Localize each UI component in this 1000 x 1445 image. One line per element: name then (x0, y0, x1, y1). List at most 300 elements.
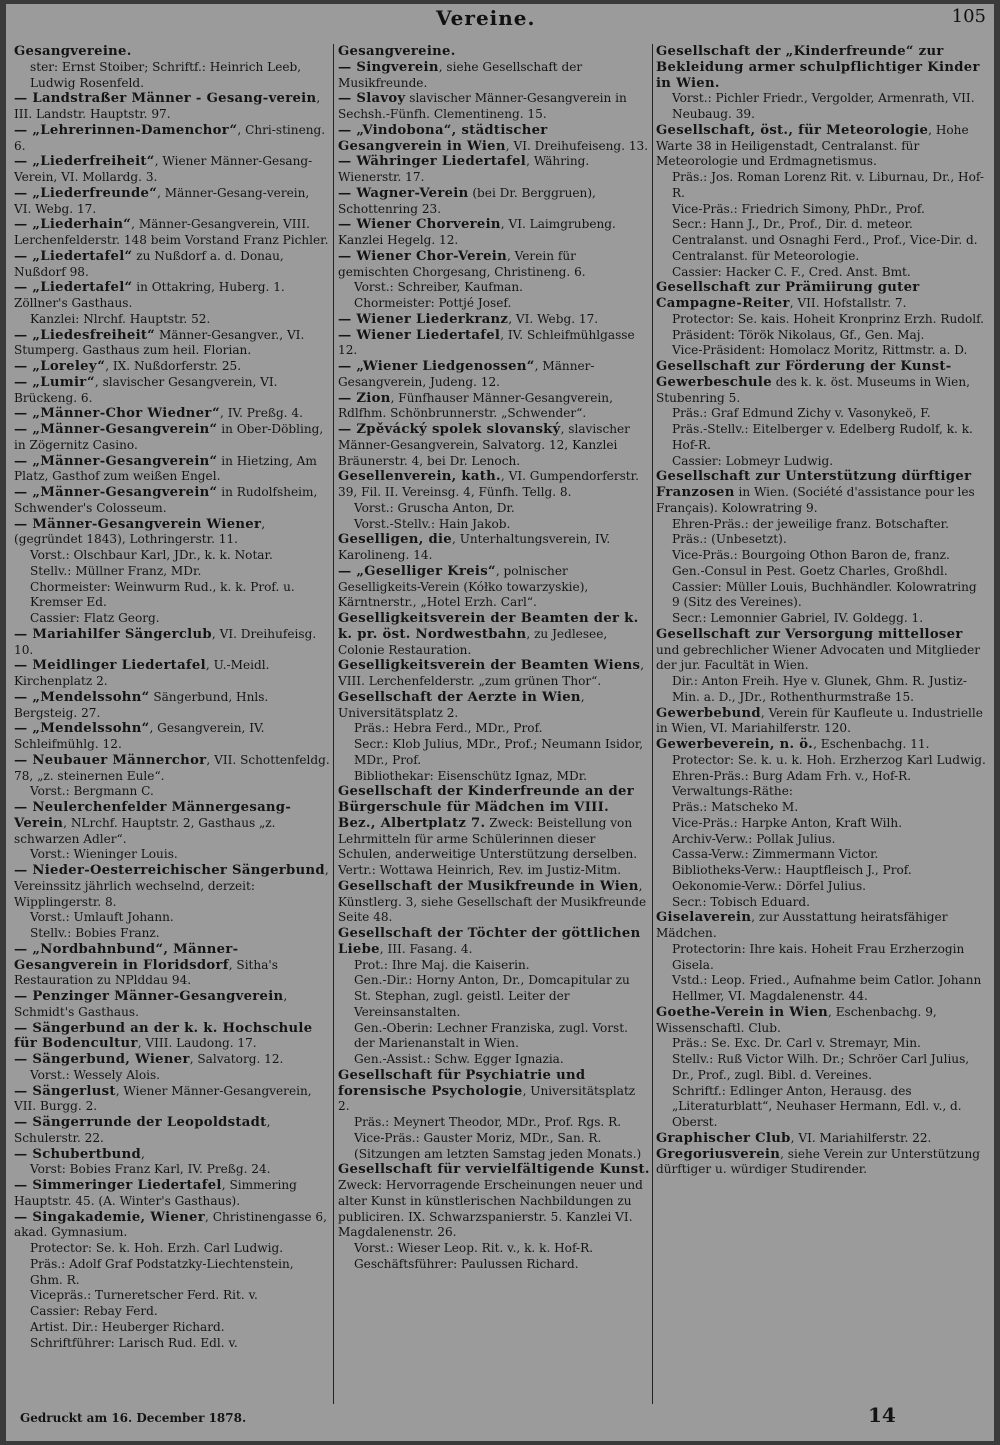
print-date-note: Gedruckt am 16. December 1878. (20, 1411, 247, 1425)
entry-text: Vorst.: Umlauft Johann. (30, 910, 174, 925)
directory-entry (14, 627, 330, 659)
entry-text: , slavischer Männer-Gesangverein, Salvatorg. 12, Kanzlei Bräunerstr. 4, bei Dr. Lenoch. (338, 422, 630, 468)
entry-title: Gewerbeverein, n. ö. (656, 737, 814, 752)
entry-text: Vicepräs.: Turneretscher Ferd. Rit. v. (30, 1288, 258, 1303)
entry-title: — „Wiener Liedgenossen“ (338, 359, 535, 374)
directory-entry (14, 1084, 330, 1116)
entry-text: , U.-Meidl. Kirchenplatz 2. (14, 658, 270, 688)
entry-text: , polnischer Geselligkeits-Verein (Kółko towarzyskie), Kärntnerstr., „Hotel Erzh. Carl“. (338, 563, 589, 610)
entry-title: — „Mendelssohn“ (14, 689, 150, 705)
directory-entry (338, 564, 650, 611)
directory-entry (14, 611, 330, 627)
entry-text: Vice-Präs.: Bourgoing Othon Baron de, franz. Gen.-Consul in Pest. Goetz Charles, Großhdl. (672, 548, 950, 578)
directory-entry (14, 1241, 330, 1257)
entry-title: — Nieder-Oesterreichischer Sängerbund (14, 863, 325, 878)
directory-entry (656, 343, 986, 359)
entry-title: — „Liederfreiheit“ (14, 154, 155, 170)
entry-text: Oekonomie-Verw.: Dörfel Julius. (672, 878, 867, 893)
entry-text: , Simmering Hauptstr. 45. (A. Winter's Gasthaus). (14, 1178, 297, 1208)
directory-entry (656, 769, 986, 785)
entry-title: Geselligkeitsverein der Beamten Wiens (338, 658, 641, 674)
entry-text: , slavischer Gesangverein, VI. Brückeng. 6. (14, 374, 278, 405)
entry-title: — „Lumir“ (14, 374, 95, 390)
directory-entry (656, 202, 986, 218)
entry-title: Gesellschaft der Kinderfreunde an der Bürgerschule für Mädchen im VIII. Bez., Albertplatz 7. (338, 784, 634, 831)
directory-entry (656, 611, 986, 627)
entry-text: , Gesangverein, IV. Schleifmühlg. 12. (14, 721, 265, 751)
entry-text: , Hohe Warte 38 in Heiligenstadt, Centralanst. für Meteorologie und Erdmagnetismus. (656, 122, 969, 169)
directory-entry (338, 1021, 650, 1053)
directory-entry (656, 217, 986, 264)
directory-entry (656, 832, 986, 848)
entry-text: , Eschenbachg. 9, Wissenschaftl. Club. (656, 1004, 937, 1035)
entry-title: — Sängerbund, Wiener (14, 1052, 190, 1067)
entry-text: , VI. Mariahilferstr. 22. (790, 1130, 932, 1145)
directory-entry (14, 1115, 330, 1147)
entry-text: Secr.: Klob Julius, MDr., Prof.; Neumann Isidor, MDr., Prof. (354, 737, 644, 767)
entry-text: Vorst.: Pichler Friedr., Vergolder, Armenrath, VII. Neubaug. 39. (672, 91, 975, 121)
entry-title: Gesellschaft zur Prämiirung guter Campagne-Reiter (656, 280, 920, 311)
directory-entry (656, 737, 986, 753)
directory-entry (338, 658, 650, 690)
entry-title: Gesangvereine. (14, 44, 132, 59)
entry-text: , Unterhaltungsverein, IV. Karolineng. 14. (338, 532, 611, 562)
directory-entry (338, 532, 650, 564)
entry-text: , Universitätsplatz 2. (338, 689, 585, 720)
directory-entry (656, 784, 986, 800)
directory-entry (14, 454, 330, 486)
entry-title: — „Nordbahnbund“, Männer-Gesangverein in Floridsdorf (14, 941, 239, 973)
directory-entry (338, 1147, 650, 1163)
directory-entry (14, 217, 330, 249)
directory-entry (14, 249, 330, 281)
entry-text: Präs.: Adolf Graf Podstatzky-Liechtenstein, Ghm. R. (30, 1256, 294, 1287)
entry-text: Vorst.: Bergmann C. (30, 784, 154, 799)
entry-text: , III. Landstr. Hauptstr. 97. (14, 91, 321, 121)
entry-title: — „Lehrerinnen-Damenchor“ (14, 122, 238, 138)
entry-text: , Eschenbachg. 11. (813, 737, 930, 751)
directory-entry (656, 548, 986, 580)
running-head: Vereine. (436, 6, 536, 30)
entry-title: Gesellschaft zur Förderung der Kunst-Gewerbeschule (656, 359, 952, 390)
directory-entry (656, 706, 986, 738)
entry-text: Cassier: Flatz Georg. (30, 611, 160, 625)
entry-title: Graphischer Club (656, 1130, 791, 1146)
entry-text: , VI. Dreihufeiseng. 13. (505, 138, 649, 153)
entry-title: Gregoriusverein (656, 1146, 781, 1162)
directory-entry (14, 328, 330, 360)
directory-entry (338, 123, 650, 155)
directory-entry (14, 1288, 330, 1304)
entry-title: Gesellschaft, öst., für Meteorologie (656, 122, 929, 138)
entry-text: Präs.: Matscheko M. (672, 800, 799, 814)
entry-text: Vorst.: Gruscha Anton, Dr. (354, 500, 515, 515)
entry-text: , Künstlerg. 3, siehe Gesellschaft der Musikfreunde Seite 48. (338, 878, 647, 925)
entry-text: (bei Dr. Berggruen), Schottenring 23. (338, 185, 596, 216)
entry-text: , NLrchf. Hauptstr. 2, Gasthaus „z. schwarzen Adler“. (14, 815, 276, 846)
entry-text: Ehren-Präs.: der jeweilige franz. Botschafter. (672, 516, 949, 531)
entry-text: in Ober-Döbling, in Zögernitz Casino. (14, 422, 324, 452)
entry-text: slavischer Männer-Gesangverein in Sechsh.-Fünfh. Clementineng. 15. (338, 91, 627, 121)
entry-text: , Verein für gemischten Chorgesang, Christineng. 6. (338, 248, 586, 279)
entry-text: , Chri-stineng. 6. (14, 122, 326, 153)
directory-entry (338, 280, 650, 296)
entry-text: Präsident: Török Nikolaus, Gf., Gen. Maj. (672, 327, 925, 342)
directory-entry (656, 863, 986, 879)
entry-title: — Währinger Liedertafel (338, 154, 527, 170)
directory-entry (14, 564, 330, 580)
directory-entry (14, 1336, 330, 1352)
directory-entry (14, 359, 330, 375)
directory-entry (338, 1241, 650, 1257)
entry-title: — Sängerrunde der Leopoldstadt (14, 1115, 267, 1130)
entry-text: , Universitätsplatz 2. (338, 1083, 636, 1114)
directory-entry (14, 312, 330, 328)
entry-title: — Mariahilfer Sängerclub (14, 626, 212, 642)
entry-title: — Meidlinger Liedertafel (14, 658, 206, 674)
entry-title: — Neulerchenfelder Männergesang-Verein (14, 800, 292, 831)
directory-entry (338, 737, 650, 769)
directory-entry (14, 910, 330, 926)
directory-entry (14, 406, 330, 422)
directory-entry (14, 1068, 330, 1084)
entry-text: , VI. Webg. 17. (508, 311, 599, 326)
entry-text: Chormeister: Pottjé Josef. (354, 296, 512, 310)
entry-title: Gesellschaft zur Versorgung mittelloser (656, 626, 963, 642)
directory-entry (338, 517, 650, 533)
entry-title: — „Mendelssohn“ (14, 721, 150, 737)
entry-title: — „Loreley“ (14, 359, 106, 374)
entry-title: — „Liederhain“ (14, 217, 132, 233)
directory-entry (14, 123, 330, 155)
directory-entry (14, 847, 330, 863)
entry-title: — Singakademie, Wiener (14, 1209, 205, 1225)
entry-title: — Wiener Liederkranz (338, 311, 509, 327)
directory-entry (656, 800, 986, 816)
entry-text: Vorst.: Wieninger Louis. (30, 847, 178, 862)
entry-title: — Slavoy (338, 91, 406, 107)
entry-text: Vorst.-Stellv.: Hain Jakob. (354, 516, 511, 531)
entry-text: Präs.: Hebra Ferd., MDr., Prof. (354, 721, 543, 736)
entry-text: in Ottakring, Huberg. 1. Zöllner's Gasthaus. (14, 280, 285, 310)
directory-entry (656, 910, 986, 942)
entry-text: Vice-Präsident: Homolacz Moritz, Rittmstr. a. D. (672, 343, 968, 358)
entry-text: , Schmidt's Gasthaus. (14, 989, 288, 1019)
directory-entry (656, 406, 986, 422)
directory-entry (338, 422, 650, 469)
entry-text: und gebrechlicher Wiener Advocaten und Mitglieder der jur. Facultät in Wien. (656, 642, 981, 673)
entry-title: — Zion (338, 390, 391, 406)
entry-text: Präs.-Stellv.: Eitelberger v. Edelberg Rudolf, k. k. Hof-R. (672, 422, 973, 452)
column-1 (14, 44, 330, 1409)
directory-entry (14, 580, 330, 612)
directory-entry (338, 1131, 650, 1147)
directory-entry (656, 280, 986, 312)
entry-text: , VIII. Laudong. 17. (137, 1036, 257, 1051)
page (6, 4, 994, 1441)
entry-title: Gesellschaft der Töchter der göttlichen Liebe (338, 926, 641, 957)
entry-text: Vorst.: Wessely Alois. (30, 1067, 161, 1082)
directory-entry (656, 1084, 986, 1131)
directory-entry (338, 973, 650, 1020)
directory-entry (14, 1162, 330, 1178)
directory-entry (14, 1021, 330, 1053)
entry-title: — „Männer-Gesangverein“ (14, 453, 218, 469)
entry-title: Giselaverein (656, 910, 752, 926)
directory-entry (656, 1036, 986, 1052)
entry-text: , Christinengasse 6, akad. Gymnasium. (14, 1209, 327, 1240)
entry-title: — „Vindobona“, städtischer Gesangverein in Wien (338, 122, 548, 154)
entry-text: (Sitzungen am letzten Samstag jeden Monats.) (354, 1146, 642, 1161)
directory-entry (14, 485, 330, 517)
entry-text: , Währing. Wienerstr. 17. (338, 154, 590, 184)
directory-entry (338, 690, 650, 722)
directory-entry (656, 753, 986, 769)
directory-entry (338, 611, 650, 658)
directory-entry (338, 926, 650, 958)
entry-text: Vorst.: Schreiber, Kaufman. (354, 280, 524, 295)
directory-entry (338, 217, 650, 249)
directory-entry (338, 469, 650, 501)
entry-text: Dir.: Anton Freih. Hye v. Glunek, Ghm. R. Justiz-Min. a. D., JDr., Rothenthurmstraße 15. (672, 674, 967, 704)
directory-entry (14, 926, 330, 942)
directory-entry (338, 44, 650, 60)
entry-title: — Männer-Gesangverein Wiener (14, 516, 262, 532)
entry-text: Cassier: Lobmeyr Ludwig. (672, 453, 834, 468)
entry-text: in Hietzing, Am Platz, Gasthof zum weißen Engel. (14, 453, 317, 484)
entry-title: Gesellschaft für Psychiatrie und forensische Psychologie (338, 1067, 586, 1099)
directory-entry (338, 154, 650, 186)
entry-text: Vice-Präs.: Friedrich Simony, PhDr., Prof. (672, 201, 925, 216)
directory-entry (14, 44, 330, 60)
directory-entry (338, 958, 650, 974)
entry-title: Gesellschaft zur Unterstützung dürftiger Franzosen (656, 469, 972, 500)
entry-text: Vorst.: Wieser Leop. Rit. v., k. k. Hof-R. (354, 1241, 594, 1255)
column-3 (656, 44, 986, 1409)
entry-title: Geselligkeitsverein der Beamten der k. k. pr. öst. Nordwestbahn (338, 611, 639, 642)
entry-text: Zweck: Hervorragende Erscheinungen neuer und alter Kunst in künstlerischen Nachbildungen zu publiciren. IX. Schwarzspanierstr. 5. Kanzlei VI. Magdalenenstr. 26. (338, 1178, 643, 1240)
directory-entry (656, 627, 986, 674)
entry-title: Gesellschaft der Musikfreunde in Wien (338, 878, 639, 894)
entry-text: , siehe Gesellschaft der Musikfreunde. (338, 59, 583, 90)
entry-title: — Landstraßer Männer - Gesang-verein (14, 91, 317, 107)
directory-entry (338, 1257, 650, 1273)
directory-entry (656, 359, 986, 406)
entry-title: Gewerbebund (656, 705, 761, 721)
directory-entry (338, 328, 650, 360)
entry-text: Präs.: (Unbesetzt). (672, 532, 787, 547)
directory-entry (338, 1115, 650, 1131)
directory-entry (14, 186, 330, 218)
directory-entry (656, 469, 986, 516)
directory-entry (656, 1147, 986, 1179)
entry-text: , zu Jedlesee, Colonie Restauration. (338, 626, 608, 657)
column-rule (652, 44, 653, 1404)
directory-entry (14, 1257, 330, 1289)
entry-title: — Neubauer Männerchor (14, 752, 207, 768)
directory-entry (656, 816, 986, 832)
entry-text: Präs.: Meynert Theodor, MDr., Prof. Rgs. R. (354, 1115, 622, 1129)
entry-title: — Schubertbund (14, 1146, 141, 1162)
entry-text: Archiv-Verw.: Pollak Julius. (672, 831, 836, 846)
directory-entry (656, 879, 986, 895)
entry-text: Secr.: Lemonnier Gabriel, IV. Goldegg. 1. (672, 611, 924, 625)
entry-text: ster: Ernst Stoiber; Schriftf.: Heinrich Leeb, Ludwig Rosenfeld. (30, 59, 302, 90)
directory-entry (656, 942, 986, 974)
entry-text: , IX. Nußdorferstr. 25. (105, 359, 242, 373)
entry-text: , (gegründet 1843), Lothringerstr. 11. (14, 516, 266, 547)
header (6, 4, 994, 38)
entry-text: in Wien. (Société d'assistance pour les Français). Kolowratring 9. (656, 485, 975, 515)
entry-text: , VI. Dreihufeisg. 10. (14, 626, 317, 657)
directory-entry (656, 580, 986, 612)
directory-entry (14, 690, 330, 722)
entry-text: , VI. Gumpendorferstr. 39, Fil. II. Vereinsg. 4, Fünfh. Tellg. 8. (338, 469, 639, 499)
directory-entry (14, 658, 330, 690)
directory-entry (338, 501, 650, 517)
entry-text: Secr.: Tobisch Eduard. (672, 894, 810, 909)
entry-text: , Fünfhauser Männer-Gesangverein, Rdlfhm. Schönbrunnerstr. „Schwender“. (338, 390, 613, 421)
directory-entry (656, 973, 986, 1005)
entry-text: Gen.-Oberin: Lechner Franziska, zugl. Vorst. der Marienanstalt in Wien. (354, 1020, 628, 1051)
entry-text: Präs.: Graf Edmund Zichy v. Vasonykeö, F. (672, 406, 931, 421)
entry-text: Bibliothekar: Eisenschütz Ignaz, MDr. (354, 768, 587, 783)
entry-text: Präs.: Jos. Roman Lorenz Rit. v. Liburnau, Dr., Hof-R. (672, 170, 985, 200)
entry-text: , VII. Hofstallstr. 7. (789, 296, 907, 310)
entry-text: , Wiener Männer-Gesangverein, VII. Burgg. 2. (14, 1083, 312, 1114)
entry-title: — „Liedertafel“ (14, 280, 133, 296)
entry-text: Gen.-Assist.: Schw. Egger Ignazia. (354, 1052, 564, 1066)
directory-entry (656, 1005, 986, 1037)
directory-entry (338, 879, 650, 926)
entry-text: , VII. Schottenfeldg. 78, „z. steinernen Eule“. (14, 752, 330, 783)
entry-text: , Männer-Gesangverein, VIII. Lerchenfelderstr. 148 beim Vorstand Franz Pichler. (14, 217, 329, 247)
entry-title: Geselligen, die (338, 532, 452, 548)
entry-text: Kanzlei: Nlrchf. Hauptstr. 52. (30, 311, 211, 326)
directory-entry (14, 1304, 330, 1320)
entry-text: Cassa-Verw.: Zimmermann Victor. (672, 847, 879, 862)
directory-entry (14, 942, 330, 989)
column-rule (333, 44, 334, 1404)
directory-entry (656, 312, 986, 328)
directory-entry (14, 1052, 330, 1068)
directory-entry (338, 186, 650, 218)
directory-entry (656, 1131, 986, 1147)
entry-text: , (140, 1146, 145, 1161)
directory-entry (338, 296, 650, 312)
entry-text: Protector: Se. k. u. k. Hoh. Erzherzog Karl Ludwig. (672, 752, 986, 767)
entry-text: Protector: Se. k. Hoh. Erzh. Carl Ludwig. (30, 1241, 284, 1255)
entry-text: , Verein für Kaufleute u. Industrielle in Wien, VI. Mariahilferstr. 120. (656, 705, 983, 736)
entry-text: , IV. Preßg. 4. (220, 406, 303, 421)
entry-title: — „Liederfreunde“ (14, 185, 158, 201)
entry-title: — Singverein (338, 59, 439, 75)
directory-entry (656, 1052, 986, 1084)
directory-entry (14, 60, 330, 92)
entry-text: Verwaltungs-Räthe: (672, 784, 793, 799)
directory-entry (338, 1068, 650, 1115)
directory-entry (656, 44, 986, 91)
directory-entry (338, 359, 650, 391)
directory-entry (14, 753, 330, 785)
entry-text: , VIII. Lerchenfelderstr. „zum grünen Thor“. (338, 658, 645, 688)
entry-title: Gesellschaft der „Kinderfreunde“ zur Bekleidung armer schulpflichtiger Kinder in Wien. (656, 44, 980, 91)
directory-entry (338, 1162, 650, 1241)
directory-entry (338, 91, 650, 123)
entry-title: Gesellschaft für vervielfältigende Kunst. (338, 1162, 650, 1178)
entry-text: Zweck: Beistellung von Lehrmitteln für arme Schülerinnen dieser Schulen, anderweitige Unterstützung derselben. Vertr.: Wottawa Heinrich, Rev. im Justiz-Mitm. (338, 815, 638, 877)
entry-text: Vorst: Bobies Franz Karl, IV. Preßg. 24. (30, 1162, 271, 1177)
directory-entry (338, 721, 650, 737)
entry-title: — „Geselliger Kreis“ (338, 563, 496, 579)
directory-entry (656, 847, 986, 863)
directory-entry (656, 123, 986, 170)
entry-title: Gesellschaft der Aerzte in Wien (338, 689, 581, 705)
entry-title: — „Männer-Chor Wiedner“ (14, 406, 221, 422)
directory-entry (14, 1178, 330, 1210)
entry-text: des k. k. öst. Museums in Wien, Stubenring 5. (656, 374, 970, 405)
directory-entry (656, 454, 986, 470)
entry-title: — Sängerlust (14, 1083, 116, 1099)
directory-entry (656, 170, 986, 202)
directory-entry (338, 60, 650, 92)
directory-entry (14, 800, 330, 847)
entry-text: Präs.: Se. Exc. Dr. Carl v. Stremayr, Min. (672, 1036, 921, 1051)
entry-text: Prot.: Ihre Maj. die Kaiserin. (354, 957, 530, 972)
entry-title: — Penzinger Männer-Gesangverein (14, 989, 284, 1004)
directory-entry (14, 721, 330, 753)
entry-text: Secr.: Hann J., Dr., Prof., Dir. d. meteor. Centralanst. und Osnaghi Ferd., Prof., Vice-Dir. d. Centralanst. für Meteorologie. (672, 217, 978, 263)
directory-entry (656, 265, 986, 281)
directory-entry (656, 674, 986, 706)
entry-text: , Männer-Gesang-verein, VI. Webg. 17. (14, 185, 310, 216)
directory-entry (14, 422, 330, 454)
directory-entry (14, 154, 330, 186)
entry-text: Cassier: Hacker C. F., Cred. Anst. Bmt. (672, 264, 911, 279)
directory-entry (338, 769, 650, 785)
entry-title: — „Liedertafel“ (14, 248, 133, 264)
directory-entry (338, 391, 650, 423)
entry-text: , Vereinssitz jährlich wechselnd, derzeit: Wipplingerstr. 8. (14, 863, 329, 909)
entry-text: , siehe Verein zur Unterstützung dürftiger u. würdiger Studirender. (656, 1146, 980, 1177)
entry-text: Bibliotheks-Verw.: Hauptfleisch J., Prof. (672, 863, 912, 877)
entry-text: Stellv.: Ruß Victor Wilh. Dr.; Schröer Carl Julius, Dr., Prof., zugl. Bibl. d. Vereines. (672, 1052, 970, 1082)
directory-entry (656, 895, 986, 911)
directory-entry (14, 517, 330, 549)
entry-title: — Wagner-Verein (338, 185, 469, 201)
entry-text: Cassier: Rebay Ferd. (30, 1304, 158, 1318)
entry-text: Männer-Gesangver., VI. Stumperg. Gasthaus zum heil. Florian. (14, 327, 305, 358)
entry-text: Protector: Se. kais. Hoheit Kronprinz Erzh. Rudolf. (672, 311, 985, 326)
entry-title: — „Männer-Gesangverein“ (14, 422, 218, 437)
entry-title: Gesellenverein, kath. (338, 469, 501, 485)
directory-entry (656, 91, 986, 123)
entry-text: Sängerbund, Hnls. Bergsteig. 27. (14, 689, 269, 720)
directory-entry (14, 1147, 330, 1163)
directory-entry (656, 422, 986, 454)
directory-entry (14, 989, 330, 1021)
directory-entry (656, 328, 986, 344)
entry-text: zu Nußdorf a. d. Donau, Nußdorf 98. (14, 248, 284, 279)
entry-text: Protectorin: Ihre kais. Hoheit Frau Erzherzogin Gisela. (672, 941, 965, 972)
directory-entry (14, 91, 330, 123)
entry-text: Vstd.: Leop. Fried., Aufnahme beim Catlor. Johann Hellmer, VI. Magdalenenstr. 44. (672, 973, 982, 1003)
entry-text: Artist. Dir.: Heuberger Richard. (30, 1319, 225, 1334)
entry-title: Goethe-Verein in Wien (656, 1004, 829, 1020)
entry-text: Schriftf.: Edlinger Anton, Herausg. des „Literaturblatt“, Neuhaser Hermann, Edl. v., d. Oberst. (672, 1083, 962, 1129)
entry-title: — Sängerbund an der k. k. Hochschule für Bodencultur (14, 1020, 313, 1052)
entry-text: , Schulerstr. 22. (14, 1115, 271, 1145)
